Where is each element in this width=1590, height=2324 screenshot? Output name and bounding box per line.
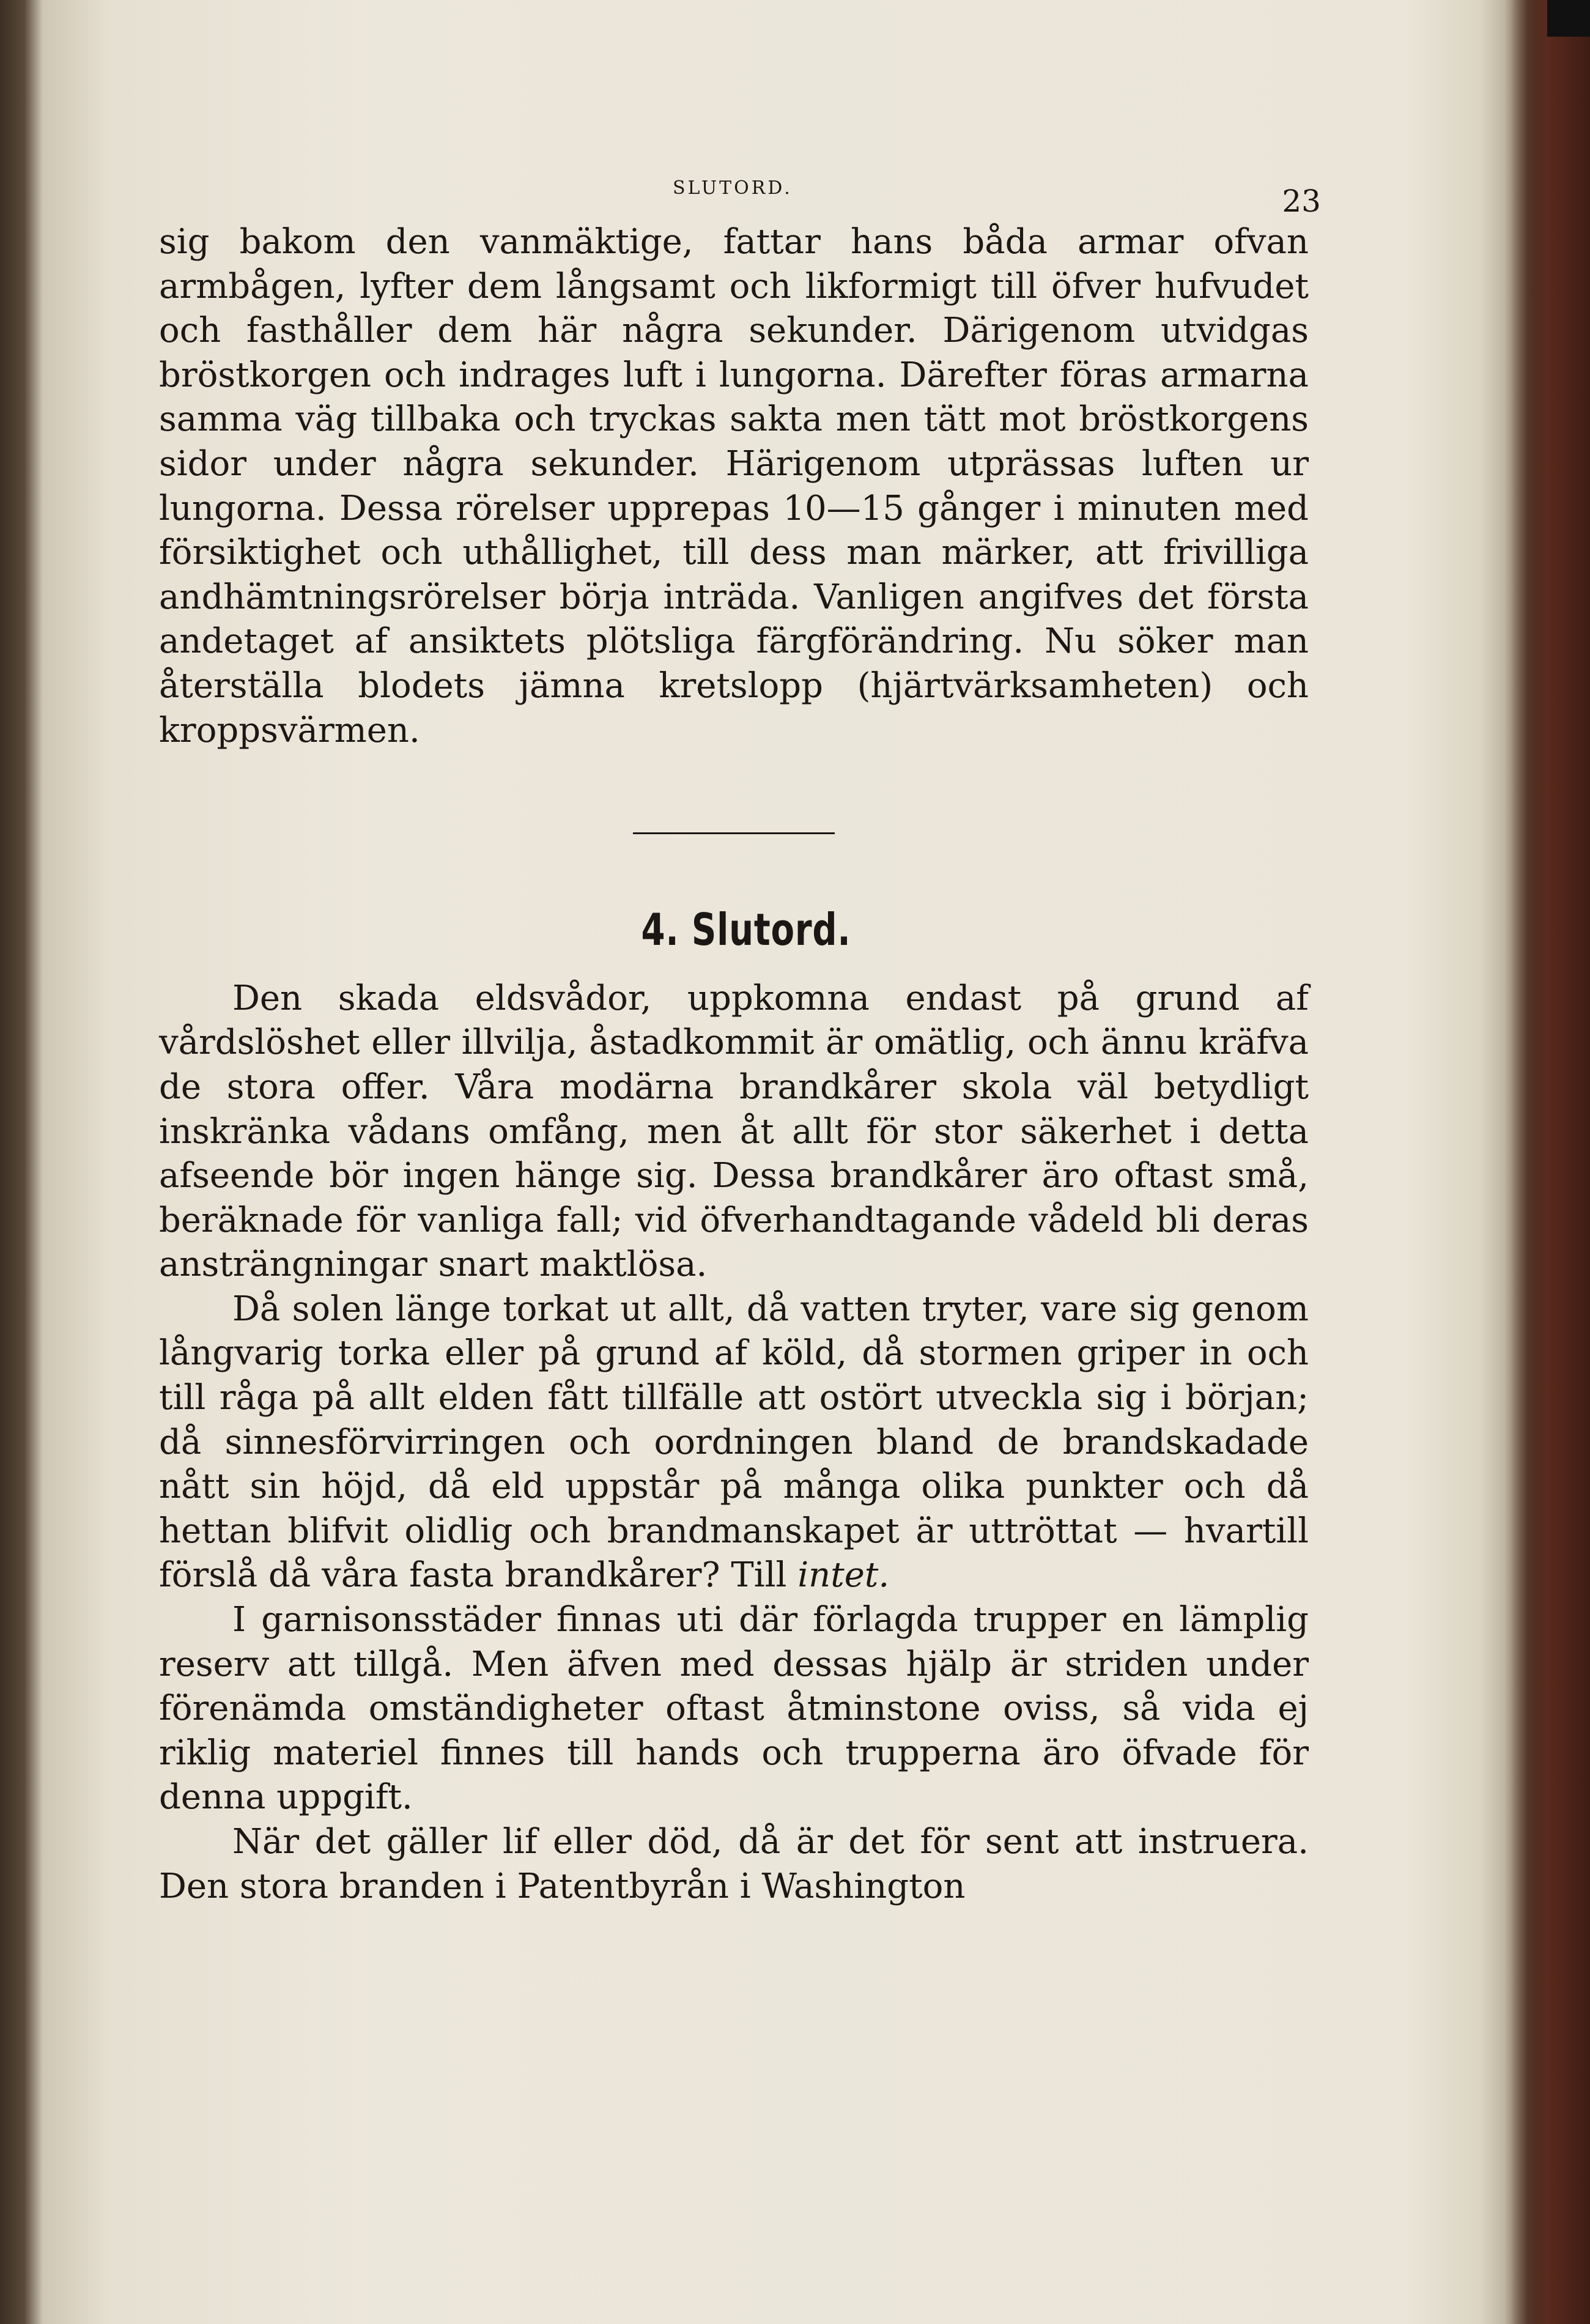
- section-paragraph-1: Den skada eldsvådor, uppkomna endast på grund af vårdslöshet eller illvilja, åstadkommit är omätlig, och ännu kräfva de stora offer. Våra modärna brandkårer skola väl betydligt inskränka vådans omfång, men åt allt för stor säkerhet i detta afseende bör ingen hänge sig. Dessa brandkårer äro oftast små, beräknade för vanliga fall; vid öfverhandtagande vådeld bli deras ansträngningar snart maktlösa.: [159, 978, 1309, 1285]
- book-page: [159, 147, 1321, 1909]
- section-paragraph-3: I garnisonsstäder finnas uti där förlagda trupper en lämplig reserv att tillgå. Men äfven med dessas hjälp är striden under förenämda omständigheter oftast åtminstone oviss, så vida ej riklig materiel finnes till hands och trupperna äro öfvade för denna uppgift.: [159, 1600, 1309, 1818]
- page-header: [159, 147, 1321, 220]
- section-paragraph-2: [159, 1287, 1309, 1598]
- section-divider: [633, 832, 835, 834]
- section-paragraph-2-text: Då solen länge torkat ut allt, då vatten tryter, vare sig genom långvarig torka eller på grund af köld, då stormen griper in och till råga på allt elden fått tillfälle att ostört utveckla sig i början; då sinnesförvirringen och oordningen bland de brandskadade nått sin höjd, då eld uppstår på många olika punkter och då hettan blifvit olidlig och brandmanskapet är uttröttat — hvartill förslå då våra fasta brandkårer? Till: [159, 1289, 1309, 1596]
- page-body: [159, 220, 1309, 1909]
- section-title: 4. Slutord.: [641, 904, 851, 956]
- book-spine-edge: [1504, 0, 1590, 2324]
- section-paragraph-2-italic: intet.: [797, 1555, 890, 1596]
- intro-paragraph: sig bakom den vanmäktige, fattar hans båda armar ofvan armbågen, lyfter dem långsamt och likformigt till öfver hufvudet och fasthåller dem här några sekunder. Därigenom utvidgas bröstkorgen och indrages luft i lungorna. Därefter föras armarna samma väg tillbaka och tryckas sakta men tätt mot bröstkorgens sidor under några sekunder. Härigenom utprässas luften ur lungorna. Dessa rörelser upprepas 10—15 gånger i minuten med försiktighet och uthållighet, till dess man märker, att frivilliga andhämtningsrörelser börja inträda. Vanligen angifves det första andetaget af ansiktets plötsliga färgförändring. Nu söker man återställa blodets jämna kretslopp (hjärtvärksamheten) och kroppsvärmen.: [159, 222, 1309, 750]
- running-head: SLUTORD.: [673, 177, 793, 199]
- scan-corner: [1547, 0, 1590, 37]
- section-paragraph-4: När det gäller lif eller död, då är det för sent att instruera. Den stora branden i Patentbyrån i Washington: [159, 1822, 1309, 1906]
- page-number: 23: [1282, 183, 1321, 219]
